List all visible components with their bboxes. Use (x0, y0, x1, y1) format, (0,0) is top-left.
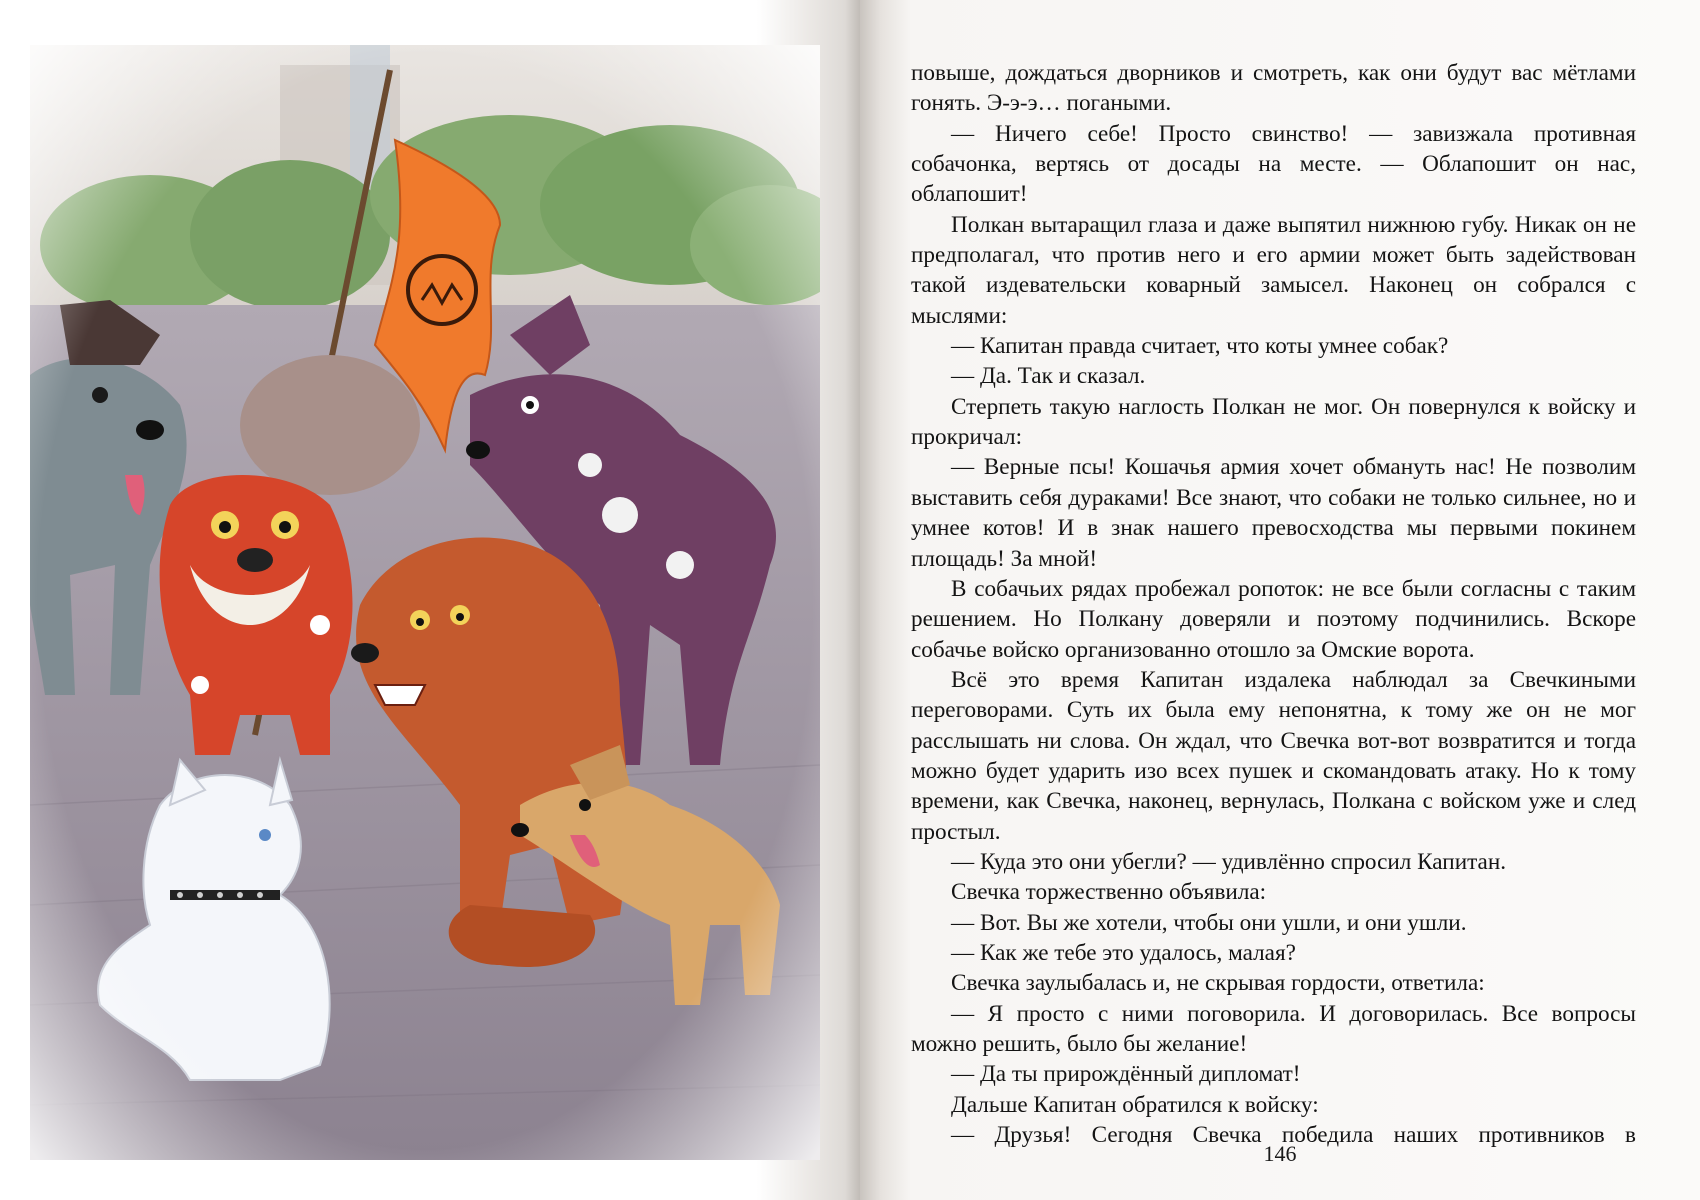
paragraph: Свечка заулыбалась и, не скрывая гордости, ответила: (951, 970, 1485, 997)
paragraph: — Вот. Вы же хотели, чтобы они ушли, и они ушли. (951, 909, 1467, 936)
paragraph: Всё это время Капитан издалека наблюдал за Свечкиными переговорами. Суть их была ему непонятна, к тому же он не мог расслышать ни слова. Он ждал, что Свечка вот-вот возвратится и тогда можно будет ударить изо всех пушек и скомандовать атаку. Но к тому времени, как Свечка, наконец, вернулась, Полкана с войском уже и след простыл. (911, 666, 1636, 845)
paragraph: — Как же тебе это удалось, малая? (951, 939, 1296, 966)
paragraph: — Да ты прирождённый дипломат! (951, 1061, 1301, 1088)
paragraph: Свечка торжественно объявила: (951, 879, 1267, 906)
paragraph: — Ничего себе! Просто свинство! — завизжала противная собачонка, вертясь от досады на месте. — Облапошит он нас, облапошит! (911, 120, 1636, 208)
paragraph: — Да. Так и сказал. (951, 363, 1146, 390)
paragraph: — Куда это они убегли? — удивлённо спросил Капитан. (951, 848, 1507, 875)
paragraph: — Верные псы! Кошачья армия хочет обмануть нас! Не позволим выставить себя дураками! Все знают, что собаки не только сильнее, но и умнее котов! И в знак нашего превосходства мы первыми покинем площадь! За мной! (911, 454, 1636, 572)
right-page (860, 0, 1700, 1200)
paragraph: — Я просто с ними поговорила. И договорилась. Все вопросы можно решить, было бы желание! (911, 1000, 1636, 1057)
paragraph: — Капитан правда считает, что коты умнее собак? (951, 333, 1449, 360)
paragraph: Стерпеть такую наглость Полкан не мог. Он повернулся к войску и прокричал: (911, 393, 1636, 451)
paragraph: повыше, дождаться дворников и смотреть, как они будут вас мётлами гонять. Э-э-э… погаными. (911, 60, 1636, 117)
page-text (911, 58, 1636, 1150)
paragraph: В собачьих рядах пробежал ропоток: не все были согласны с таким решением. Но Полкану доверяли и поэтому подчинились. Вскоре собачье войско организованно отошло за Омские ворота. (911, 575, 1636, 663)
story-illustration (30, 45, 820, 1160)
paragraph: Полкан вытаращил глаза и даже выпятил нижнюю губу. Никак он не предполагал, что против него и его армии может быть задействован такой издевательски коварный замысел. Наконец он собрался с мыслями: (911, 211, 1636, 329)
paragraph: Дальше Капитан обратился к войску: (951, 1091, 1319, 1118)
page-number: 146 (1263, 1141, 1297, 1166)
paragraph: — Друзья! Сегодня Свечка победила наших противников в (951, 1122, 1636, 1149)
